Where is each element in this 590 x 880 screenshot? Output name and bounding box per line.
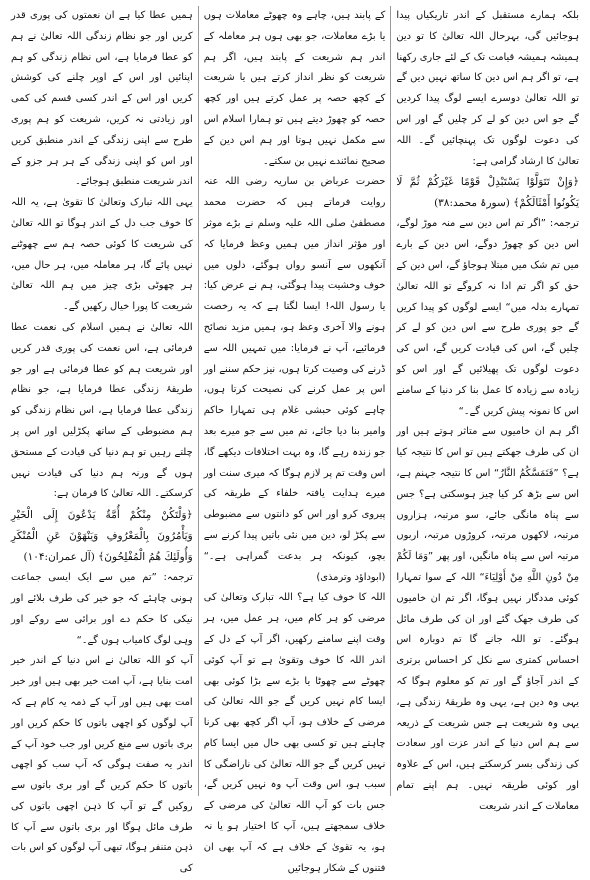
paragraph: یہی اللہ تبارک وتعالیٰ کا تقویٰ ہے، یہ اللہ کا خوف جب دل کے اندر ہوگا تو اللہ تعالیٰ کی شریعت کا کوئی حصہ ہم سے چھوٹنے نہیں پائے گا، ہر معاملہ میں، ہر حال میں، ہر چھوٹی بڑی چیز میں ہم اللہ تعالیٰ شریعت کا پورا خیال رکھیں گے۔ (11, 197, 193, 313)
quran-verse: ﴿وَإِنْ تَتَوَلَّوْا يَسْتَبْدِلْ قَوْمًا غَيْرَكُمْ ثُمَّ لَا يَكُونُوا أَمْثَالَكُمْ﴾ (سورۂ محمد:۳۸) (396, 176, 579, 210)
paragraph: کے پابند ہیں، چاہے وہ چھوٹے معاملات ہوں یا بڑے معاملات، جو بھی ہوں ہر معاملہ کے اندر ہم شریعت کے پابند ہیں، اگر ہم شریعت کو نظر انداز کرتے ہیں یا شریعت کے کچھ حصہ پر عمل کرتے ہیں اور کچھ حصہ کو چھوڑ دیتے ہیں تو ہمارا اسلام اس سے مکمل نہیں ہوتا اور ہم اس دین کے صحیح نمائندے نہیں بن سکتے۔ (203, 10, 386, 167)
translation-paragraph: ترجمہ: ”اگر تم اس دین سے منہ موڑ لوگے، اس دین کو چھوڑ دوگے، اس دین کے بارے میں تم شک میں مبتلا ہوجاؤ گے، اس دین کے حق کو اگر تم ادا نہ کروگے تو اللہ تعالیٰ تمہارے بدلہ میں“ ایسے لوگوں کو پیدا کریں گے جو پوری طرح سے اس دین کو لے کر چلیں گے، اس کی قیادت کریں گے، اس کی دعوت لوگوں تک پھیلائیں گے اور اس کو زیادہ سے زیادہ کا عمل بنا کر دنیا کے سامنے اس کا نمونہ پیش کریں گے۔“ (396, 218, 579, 417)
paragraph: آپ کو اللہ تعالیٰ نے اس دنیا کے اندر خیر امت بنایا ہے، آپ امت خیر بھی ہیں اور خیر امت بھی ہیں اور آپ کے ذمہ یہ کام ہے کہ آپ لوگوں کو اچھی باتوں کا حکم کریں اور بری باتوں سے منع کریں اور جب خود آپ کے اندر یہ صفت ہوگی کہ آپ سب کو اچھی باتوں کا حکم کریں گے اور بری باتوں سے روکیں گے تو آپ کا ذہن اچھی باتوں کی طرف مائل ہوگا اور بری باتوں سے آپ کا ذہن متنفر ہوگا، تبھی آپ لوگوں کو اس بات کی (11, 655, 193, 875)
column-left (6, 6, 199, 875)
paragraph: ہمیں عطا کیا ہے ان نعمتوں کی پوری قدر کریں اور جو نظام زندگی اللہ تعالیٰ نے ہم کو عطا فرمایا ہے، اس نظام زندگی کو ہم اپنائیں اور اس کے اوپر چلنے کی کوشش کریں اور اس کے اندر کسی قسم کی کمی اور زیادتی نہ کریں، شریعت کو ہم پوری طرح سے اپنی زندگی کے اندر منطبق کریں اور اس کو اپنی زندگی کے ہر ہر جزو کے اندر شریعت منطبق ہوجائے۔ (11, 10, 193, 188)
quran-verse: ﴿وَلْتَكُنْ مِنْكُمْ أُمَّةٌ يَدْعُونَ إِلَى الْخَيْرِ وَيَأْمُرُونَ بِالْمَعْرُوفِ وَيَنْهَوْنَ عَنِ الْمُنْكَرِ وَأُولَئِكَ هُمُ الْمُفْلِحُونَ﴾ (آل عمران:۱۰۴) (11, 509, 193, 564)
column-right (391, 6, 584, 812)
paragraph: اللہ کا خوف کیا ہے؟ اللہ تبارک وتعالیٰ کی مرضی کو ہر کام میں، ہر عمل میں، ہر وقت اپنے سامنے رکھیں، اگر آپ کے دل کے اندر اللہ کا خوف وتقویٰ ہے تو آپ کوئی چھوٹے سے چھوٹا یا بڑے سے بڑا کوئی بھی ایسا کام نہیں کریں گے جو اللہ تعالیٰ کی مرضی کے خلاف ہو، آپ اگر کچھ بھی کرنا چاہتے ہیں تو کسی بھی حال میں ایسا کام نہیں کریں گے جو اللہ تعالیٰ کی ناراضگی کا سبب ہو، اس وقت آپ وہ نہیں کریں گے، جس بات کو آپ اللہ تعالیٰ کی مرضی کے خلاف سمجھتے ہیں، آپ کا اختیار ہو یا نہ ہو، یہ تقویٰ کے خلاف ہے کہ آپ بھی ان فتنوں کے شکار ہوجائیں (203, 592, 386, 874)
translation-paragraph: ترجمہ: ”تم میں سے ایک ایسی جماعت ہونی چاہئے کہ جو خیر کی طرف بلائے اور نیکی کا حکم دے اور برائی سے روکے اور وہی لوگ کامیاب ہوں گے۔“ (11, 572, 193, 646)
text-columns (6, 6, 584, 875)
column-middle (199, 6, 392, 874)
paragraph: اللہ تعالیٰ نے ہمیں اسلام کی نعمت عطا فرمائی ہے، اس نعمت کی پوری قدر کریں اور شریعت ہم کو عطا فرمائی ہے اور جو طریقۂ زندگی عطا فرمایا ہے، جو نظام زندگی عطا فرمایا ہے، اس نظام زندگی کو ہم مضبوطی کے ساتھ پکڑلیں اور اس پر چلتے رہیں تو ہم دنیا کی قیادت کے مستحق ہوں گے ورنہ ہم دنیا کی قیادت نہیں کرسکتے۔ اللہ تعالیٰ کا فرمان ہے: (11, 321, 193, 500)
paragraph: بلکہ ہمارے مستقبل کے اندر تاریکیاں پیدا ہوجائیں گی، بہرحال اللہ تعالیٰ کا تو دین ہمیشہ ہمیشہ قیامت تک کے لئے جاری رکھنا ہے، تو اگر ہم اس دین کا ساتھ نہیں دیں گے تو اللہ تعالیٰ دوسرے ایسے لوگ پیدا کردیں گے جو اس دین کو لے کر چلیں گے اور اس کی دعوت لوگوں تک پہنچائیں گے۔ اللہ تعالیٰ کا ارشاد گرامی ہے: (396, 10, 579, 167)
hadith-paragraph: حضرت عرباض بن ساریہ رضی اللہ عنہ روایت فرماتے ہیں کہ حضرت محمد مصطفیٰ صلی اللہ علیہ وسلم نے بڑے موثر اور مؤثر انداز میں ہمیں وعظ فرمایا کہ آنکھوں سے آنسو رواں ہوگئے، دلوں میں خوف وخشیت پیدا ہوگئی، ہم نے عرض کیا: یا رسول اللہ! ایسا لگتا ہے کہ یہ رخصت ہونے والا آخری وعظ ہو، ہمیں مزید نصائح فرمائیے، آپ نے فرمایا: میں تمہیں اللہ سے ڈرنے کی وصیت کرتا ہوں، نیز حکم سننے اور اس پر عمل کرنے کی نصیحت کرتا ہوں، چاہے کوئی حبشی غلام ہی تمہارا حاکم وامیر بنا دیا جائے، تم میں سے جو میرے بعد جو زندہ رہے گا، وہ بہت اختلافات دیکھے گا، اس وقت تم پر لازم ہوگا کہ میری سنت اور میرے ہدایت یافتہ خلفاء کے طریقہ کی پیروی کرو اور اس کو دانتوں سے مضبوطی سے پکڑ لو، دین میں نئی باتیں پیدا کرنے سے بچو، کیونکہ ہر بدعت گمراہی ہے۔“ (ابوداؤد وترمذی) (203, 176, 386, 583)
paragraph: اگر ہم ان خامیوں سے متاثر ہوتے ہیں اور ان کی طرف جھکتے ہیں تو اس کا نتیجہ کیا ہے؟ ”فَتَمَسَّكُمُ النَّارُ“ اس کا نتیجہ جہنم ہے، اس سے بڑھ کر کیا چیز ہوسکتی ہے؟ جس سے پناہ مانگی جائے، سو مرتبہ، ہزاروں مرتبہ، لاکھوں مرتبہ، کروڑوں مرتبہ، اربوں مرتبہ اس سے پناہ مانگیں، اور پھر ”وَمَا لَكُمْ مِنْ دُونِ اللَّهِ مِنْ أَوْلِيَاءَ“ اللہ کے سوا تمہارا کوئی مددگار نہیں ہوگا، اگر تم ان خامیوں کی طرف جھک گئے اور ان کی طرف مائل ہوگئے۔ تو اللہ جانے گا تم دوبارہ اس احساس کمتری سے نکل کر احساس برتری کے اندر آجاؤ گے اور تم کو معلوم ہوگا کہ یہی وہ دین ہے، یہی وہ طریقۂ زندگی ہے، یہی وہ شریعت ہے جس شریعت کے ذریعہ سے ہم اس دنیا کے اندر عزت اور سعادت کی زندگی بسر کرسکتے ہیں، اس کے علاوہ اور کوئی طریقہ نہیں۔ ہم اپنے تمام معاملات کے اندر شریعت (396, 426, 579, 812)
